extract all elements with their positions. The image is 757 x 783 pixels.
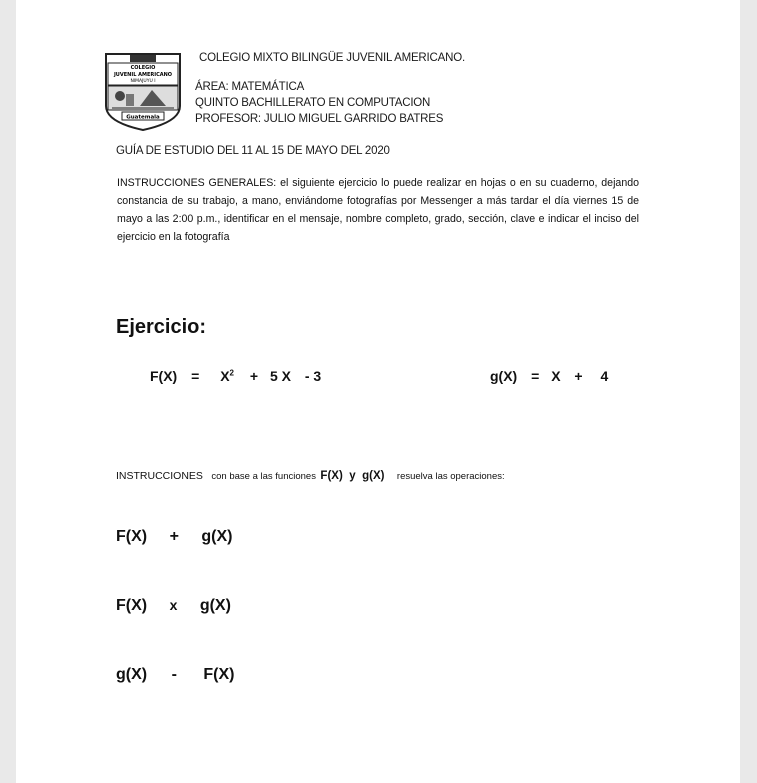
function-f-equals: =: [191, 368, 200, 384]
function-f-equation: [150, 368, 321, 384]
operation-left: F(X): [116, 528, 148, 545]
operation-right: g(X): [201, 528, 233, 545]
function-g-plus: +: [574, 368, 583, 384]
logo-line-3: NIMAJUYU I: [130, 79, 156, 84]
function-g-equation: [490, 368, 608, 384]
function-g-equals: =: [531, 368, 540, 384]
operation-left: F(X): [116, 597, 148, 614]
operation-product: [116, 597, 231, 615]
general-instructions: INSTRUCCIONES GENERALES: el siguiente ejercicio lo puede realizar en hojas o en su cuaderno, dejando constancia de su trabajo, a mano, enviándome fotografías por Messenger a más tardar el día viernes 15 de mayo a las 2:00 p.m., identificar en el mensaje, nombre completo, grado, sección, clave e indicar el inciso del ejercicio en la fotografía: [117, 177, 639, 243]
instructions-text-1: con base a las funciones: [211, 471, 316, 482]
operation-operator: -: [171, 666, 177, 683]
operation-sum: [116, 528, 232, 546]
school-logo: [100, 52, 186, 132]
function-f-exponent: 2: [229, 368, 234, 378]
exercise-heading: Ejercicio:: [116, 316, 207, 338]
school-name: COLEGIO MIXTO BILINGÜE JUVENIL AMERICANO.: [199, 52, 465, 64]
function-f-plus: +: [249, 368, 259, 384]
operation-difference: [116, 666, 234, 684]
function-g-name: g(X): [490, 368, 518, 384]
operations-instructions: [116, 466, 505, 484]
operation-operator: x: [169, 597, 178, 613]
teacher-line: PROFESOR: JULIO MIGUEL GARRIDO BATRES: [195, 113, 444, 125]
instructions-text-2: resuelva las operaciones:: [396, 471, 505, 482]
function-f-term2: 5 X: [269, 368, 291, 384]
document-page: [16, 0, 740, 783]
logo-line-2: JUVENIL AMERICANO: [113, 72, 173, 78]
function-f-name: F(X): [150, 368, 178, 384]
operation-right: F(X): [203, 666, 235, 683]
function-f-term3: - 3: [304, 368, 322, 384]
function-g-term2: 4: [600, 368, 609, 384]
instructions-g: g(X): [362, 470, 385, 482]
operation-operator: +: [169, 528, 179, 545]
instructions-f: F(X): [320, 470, 343, 482]
operation-left: g(X): [116, 666, 148, 683]
logo-line-4: Guatemala: [126, 114, 160, 121]
instructions-y: y: [349, 470, 356, 482]
instructions-label: INSTRUCCIONES: [116, 470, 203, 482]
function-g-x: X: [551, 368, 561, 384]
function-f-x: X: [220, 368, 230, 384]
grade-line: QUINTO BACHILLERATO EN COMPUTACION: [195, 97, 431, 109]
logo-line-1: COLEGIO: [130, 65, 156, 71]
guide-title: GUÍA DE ESTUDIO DEL 11 AL 15 DE MAYO DEL 2020: [116, 145, 390, 157]
operation-right: g(X): [199, 597, 231, 614]
subject-area: ÁREA: MATEMÁTICA: [195, 81, 305, 93]
